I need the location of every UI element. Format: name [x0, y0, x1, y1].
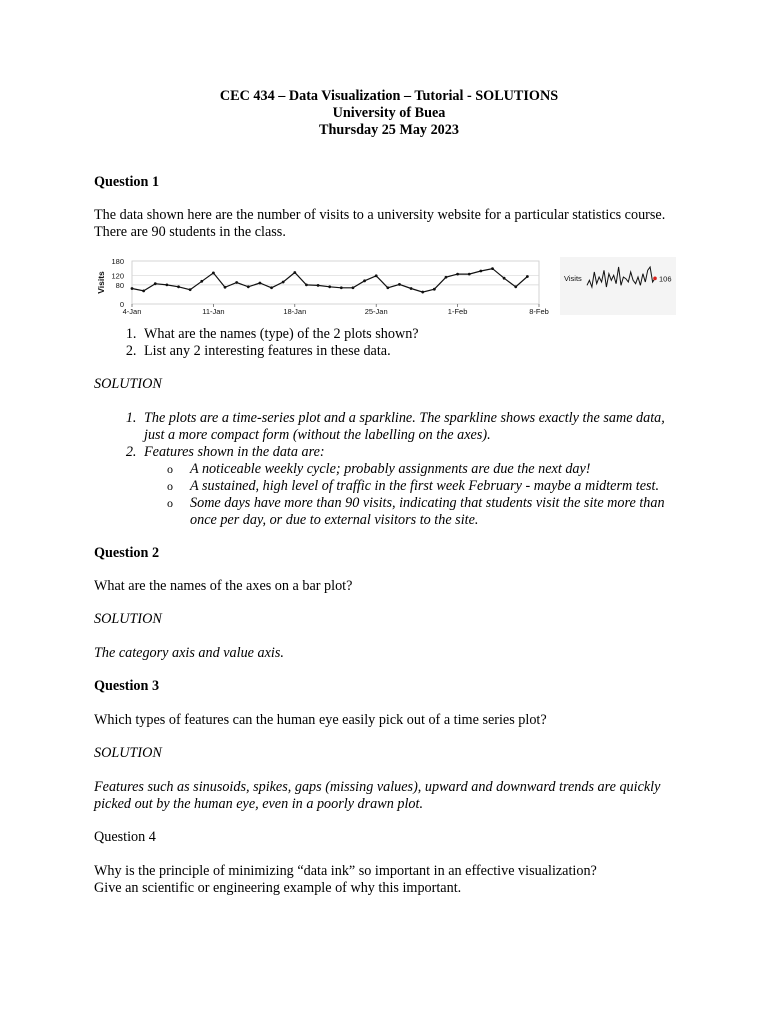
- document-title: [94, 88, 684, 139]
- question-2-answer: The category axis and value axis.: [94, 645, 284, 661]
- data-point: [247, 285, 250, 288]
- data-point: [282, 281, 285, 284]
- feature-item: o Some days have more than 90 visits, indicating that students visit the site more than once per day, or due to external visitors to the site.: [189, 495, 684, 529]
- sparkline-last-point: [653, 277, 657, 281]
- data-point: [514, 285, 517, 288]
- y-tick-label: 0: [119, 300, 124, 309]
- document-page: [94, 88, 684, 897]
- data-point: [212, 272, 215, 275]
- data-point: [189, 288, 192, 291]
- features-list: [144, 461, 684, 529]
- question-2-heading: Question 2: [94, 545, 160, 561]
- data-point: [456, 273, 459, 276]
- title-line-date: Thursday 25 May 2023: [319, 122, 459, 138]
- data-point: [177, 285, 180, 288]
- data-point: [352, 286, 355, 289]
- title-line-course: CEC 434 – Data Visualization – Tutorial - SOLUTIONS: [219, 88, 559, 104]
- y-tick-label: 80: [115, 280, 124, 290]
- question-1-item: 1. What are the names (type) of the 2 plots shown?: [140, 326, 684, 343]
- y-axis-label: Visits: [96, 271, 106, 294]
- solution-label: SOLUTION: [94, 611, 162, 627]
- series-line-visits: [132, 269, 527, 293]
- solution-answer-2: [140, 444, 684, 529]
- question-1-solution-list: [94, 410, 684, 529]
- data-point: [445, 276, 448, 279]
- data-point: [479, 270, 482, 273]
- data-point: [200, 280, 203, 283]
- data-point: [328, 285, 331, 288]
- x-tick-label: 8-Feb: [529, 307, 549, 316]
- x-tick-label: 1-Feb: [447, 307, 468, 316]
- data-point: [131, 287, 134, 290]
- figure-visits: [94, 254, 678, 316]
- data-point: [340, 286, 343, 289]
- question-4-heading: Question 4: [94, 829, 156, 845]
- data-point: [293, 271, 296, 274]
- data-point: [421, 291, 424, 294]
- question-3-text: Which types of features can the human eye easily pick out of a time series plot?: [94, 712, 547, 728]
- time-series-chart: [94, 254, 554, 316]
- data-point: [398, 283, 401, 286]
- data-point: [433, 288, 436, 291]
- data-point: [270, 286, 273, 289]
- x-tick-label: 11-Jan: [202, 307, 225, 316]
- data-point: [259, 282, 262, 285]
- question-1-heading: Question 1: [94, 174, 160, 190]
- question-4-text-line-2: Give an scientific or engineering example of why this important.: [94, 880, 462, 896]
- question-4-text-line-1: Why is the principle of minimizing “data ink” so important in an effective visualization?: [94, 863, 597, 879]
- solution-answer-2-text: Features shown in the data are:: [144, 444, 325, 460]
- question-3-answer: Features such as sinusoids, spikes, gaps (missing values), upward and downward trends are quickly picked out by the human eye, even in a poorly drawn plot.: [94, 779, 661, 812]
- data-point: [503, 277, 506, 280]
- x-tick-label: 4-Jan: [122, 307, 142, 316]
- data-point: [305, 283, 308, 286]
- sparkline-last-value: 106: [659, 274, 672, 284]
- data-point: [317, 284, 320, 287]
- data-point: [386, 286, 389, 289]
- data-point: [363, 279, 366, 282]
- feature-item: o A sustained, high level of traffic in the first week February - maybe a midterm test.: [189, 478, 684, 495]
- question-1-list: [94, 326, 684, 360]
- question-3-heading: Question 3: [94, 678, 160, 694]
- sparkline-label: Visits: [564, 274, 582, 283]
- sparkline-background: [560, 257, 676, 315]
- data-point: [526, 275, 529, 278]
- data-point: [410, 287, 413, 290]
- feature-item: o A noticeable weekly cycle; probably assignments are due the next day!: [189, 461, 684, 478]
- data-point: [375, 274, 378, 277]
- data-point: [142, 289, 145, 292]
- data-point: [235, 281, 238, 284]
- solution-label: SOLUTION: [94, 376, 162, 392]
- y-tick-label: 120: [111, 271, 124, 281]
- title-line-university: University of Buea: [332, 105, 446, 121]
- data-point: [224, 286, 227, 289]
- data-point: [154, 282, 157, 285]
- solution-answer-1: 1. The plots are a time-series plot and a sparkline. The sparkline shows exactly the same data, just a more compact form (without the labelling on the axes).: [140, 410, 684, 444]
- solution-label: SOLUTION: [94, 745, 162, 761]
- question-1-intro: The data shown here are the number of visits to a university website for a particular statistics course. There are 90 students in the class.: [94, 207, 666, 240]
- data-point: [491, 267, 494, 270]
- data-point: [165, 283, 168, 286]
- plot-frame: [132, 261, 539, 304]
- data-point: [468, 273, 471, 276]
- x-tick-label: 25-Jan: [364, 307, 388, 316]
- x-tick-label: 18-Jan: [283, 307, 307, 316]
- question-1-item: 2. List any 2 interesting features in these data.: [140, 343, 684, 360]
- sparkline-chart: [560, 254, 676, 316]
- question-2-text: What are the names of the axes on a bar plot?: [94, 578, 353, 594]
- y-tick-label: 180: [111, 257, 124, 266]
